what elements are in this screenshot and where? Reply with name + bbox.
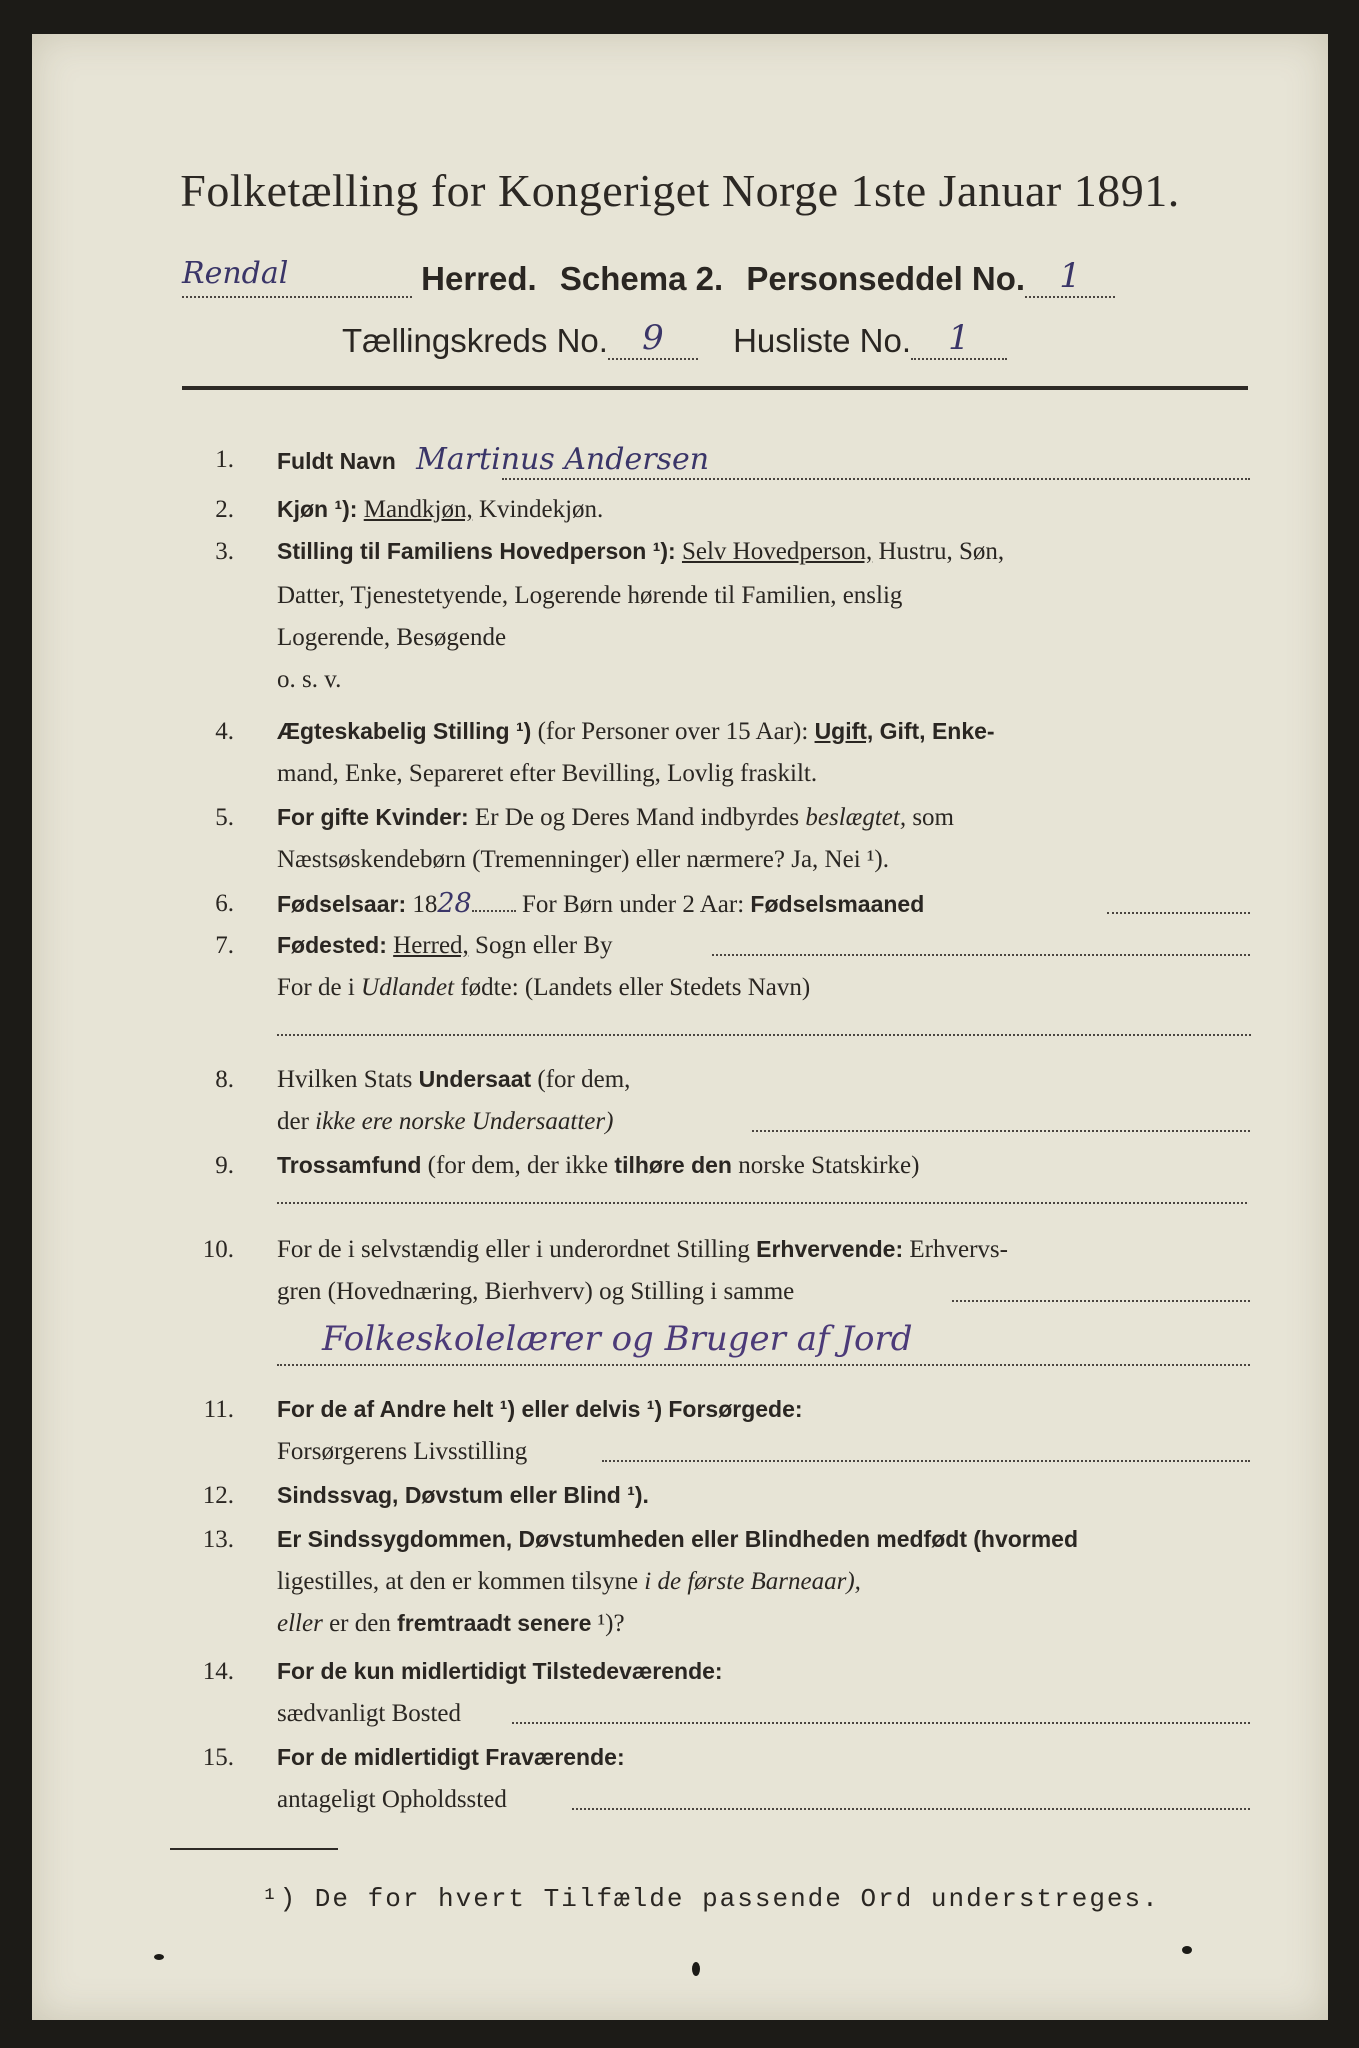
herred-row	[182, 256, 1248, 306]
field-text: Forsørgerens Livsstilling	[277, 1438, 528, 1465]
field-text: beslægtet,	[805, 804, 907, 831]
field-text: Datter, Tjenestetyende, Logerende hørende til Familien, enslig	[277, 582, 903, 609]
footnote: ¹) De for hvert Tilfælde passende Ord understreges.	[262, 1884, 1160, 1914]
fill-line	[502, 478, 1250, 480]
field-text: er den	[329, 1610, 391, 1637]
field-text: For Børn under 2 Aar:	[521, 891, 745, 918]
field-text: (hvormed	[973, 1526, 1079, 1552]
field-number: 11.	[203, 1396, 234, 1423]
field-label: Fødselsaar:	[277, 891, 407, 917]
option-rest: Hustru, Søn,	[878, 538, 1005, 565]
field-text: i de første Barneaar),	[644, 1568, 861, 1595]
field-text: norske Statskirke)	[738, 1152, 920, 1179]
field-number: 8.	[215, 1066, 234, 1093]
fill-line	[952, 1300, 1250, 1302]
fill-line	[712, 954, 1250, 956]
field-number: 3.	[215, 538, 234, 565]
field-text: Logerende, Besøgende	[277, 624, 507, 651]
option-rest: Gift, Enke-	[879, 718, 995, 744]
husliste-value: 1	[911, 318, 1007, 360]
field-label: For de midlertidigt Fraværende:	[277, 1744, 625, 1770]
option-mandkjon-selected: Mandkjøn,	[363, 496, 473, 523]
field-number: 1.	[215, 446, 234, 473]
footnote-divider	[170, 1848, 338, 1850]
field-text: Hvilken Stats	[277, 1066, 413, 1093]
field-label: For gifte Kvinder:	[277, 804, 469, 830]
fill-line	[512, 1722, 1250, 1724]
field-text: tilhøre den	[614, 1152, 732, 1178]
field-text: ¹)?	[597, 1610, 625, 1637]
field-text: antageligt Opholdssted	[277, 1786, 507, 1813]
field-text: gren (Hovednæring, Bierhverv) og Stilling i samme	[277, 1278, 795, 1305]
field-label: Fuldt Navn	[277, 448, 396, 474]
full-name-value: Martinus Andersen	[416, 442, 710, 477]
field-label: Kjøn ¹):	[277, 496, 358, 522]
ink-spot	[154, 1954, 164, 1960]
option-kvindekjon: Kvindekjøn.	[479, 496, 604, 523]
field-number: 12.	[202, 1482, 234, 1509]
husliste-label: Husliste No.	[733, 322, 911, 359]
field-text: For de af Andre helt ¹) eller delvis ¹)	[277, 1396, 663, 1422]
field-label: Undersaat	[418, 1066, 532, 1092]
option-ugift-selected: Ugift,	[814, 718, 874, 744]
field-text: sædvanligt Bosted	[277, 1700, 462, 1727]
field-text: For de i selvstændig eller i underordnet Stilling	[277, 1236, 750, 1263]
field-text: (for dem,	[537, 1066, 631, 1093]
field-label: Fødselsmaaned	[750, 891, 925, 917]
field-number: 15.	[202, 1744, 234, 1771]
field-text: Er De og Deres Mand indbyrdes	[474, 804, 800, 831]
field-text: Næstsøskendebørn (Tremenninger) eller nærmere? Ja, Nei ¹).	[277, 846, 889, 873]
year-prefix: 18	[412, 891, 438, 918]
field-text: (for dem, der ikke	[427, 1152, 609, 1179]
field-text: ligestilles, at den er kommen tilsyne	[277, 1568, 639, 1595]
krets-label: Tællingskreds No.	[342, 322, 608, 359]
field-text: ikke ere norske Undersaatter)	[315, 1108, 614, 1135]
schema-label: Schema 2.	[559, 260, 724, 297]
herred-label: Herred.	[421, 260, 537, 297]
krets-row	[342, 318, 1142, 368]
option-selv-hovedperson-selected: Selv Hovedperson,	[681, 538, 873, 565]
field-number: 9.	[215, 1152, 234, 1179]
field-text: fødte: (Landets eller Stedets Navn)	[460, 974, 811, 1001]
field-text: eller	[277, 1610, 323, 1637]
option-herred-selected: Herred,	[393, 932, 469, 959]
field-text: o. s. v.	[277, 666, 342, 693]
field-text: Er Sindssygdommen, Døvstumheden eller Blindheden	[277, 1526, 871, 1552]
personseddel-label: Personseddel No.	[746, 260, 1026, 297]
fill-line	[752, 1130, 1250, 1132]
field-label: Fødested:	[277, 932, 387, 958]
occupation-value: Folkeskolelærer og Bruger af Jord	[322, 1319, 913, 1359]
field-text: (for Personer over 15 Aar):	[537, 718, 809, 745]
fill-line	[277, 1202, 1247, 1204]
field-text: Udlandet	[361, 974, 455, 1001]
field-label: Forsørgede:	[668, 1396, 803, 1422]
field-number: 10.	[202, 1236, 234, 1263]
fill-line	[602, 1460, 1250, 1462]
field-text: Erhvervs-	[909, 1236, 1008, 1263]
field-label: For de kun midlertidigt Tilstedeværende:	[277, 1658, 723, 1684]
ink-spot	[692, 1962, 700, 1976]
field-text: der	[277, 1108, 309, 1135]
header-divider	[182, 386, 1248, 390]
field-number: 6.	[215, 890, 234, 917]
field-label: Trossamfund	[277, 1152, 422, 1178]
field-text: Sogn eller By	[475, 932, 613, 959]
field-label: fremtraadt senere	[397, 1610, 592, 1636]
field-number: 13.	[202, 1526, 234, 1553]
field-1-full-name	[182, 438, 1250, 483]
krets-value: 9	[608, 318, 698, 360]
census-form-sheet	[32, 34, 1328, 2020]
field-label: Sindssvag, Døvstum eller Blind ¹).	[277, 1482, 649, 1508]
fill-line	[572, 1808, 1250, 1810]
form-title: Folketælling for Kongeriget Norge 1ste Januar 1891.	[180, 165, 1180, 216]
field-number: 4.	[215, 718, 234, 745]
field-number: 5.	[215, 804, 234, 831]
birth-year-value: 28	[437, 888, 472, 919]
fill-line	[277, 1364, 1250, 1366]
herred-value: Rendal	[182, 256, 412, 298]
field-number: 7.	[215, 932, 234, 959]
field-text: For de i	[277, 974, 355, 1001]
fill-line	[1107, 912, 1250, 914]
field-label: Ægteskabelig Stilling ¹)	[277, 718, 532, 744]
field-text: mand, Enke, Separeret efter Bevilling, Lovlig fraskilt.	[277, 760, 818, 787]
field-label: Erhvervende:	[756, 1236, 904, 1262]
field-label: Stilling til Familiens Hovedperson ¹):	[277, 538, 676, 564]
personseddel-value: 1	[1025, 256, 1115, 298]
field-label: medfødt	[876, 1526, 967, 1552]
field-text: som	[912, 804, 955, 831]
field-number: 2.	[215, 496, 234, 523]
field-number: 14.	[202, 1658, 234, 1685]
ink-spot	[1182, 1946, 1192, 1954]
fill-line	[277, 1034, 1251, 1036]
field-10-answer	[182, 1318, 1250, 1368]
